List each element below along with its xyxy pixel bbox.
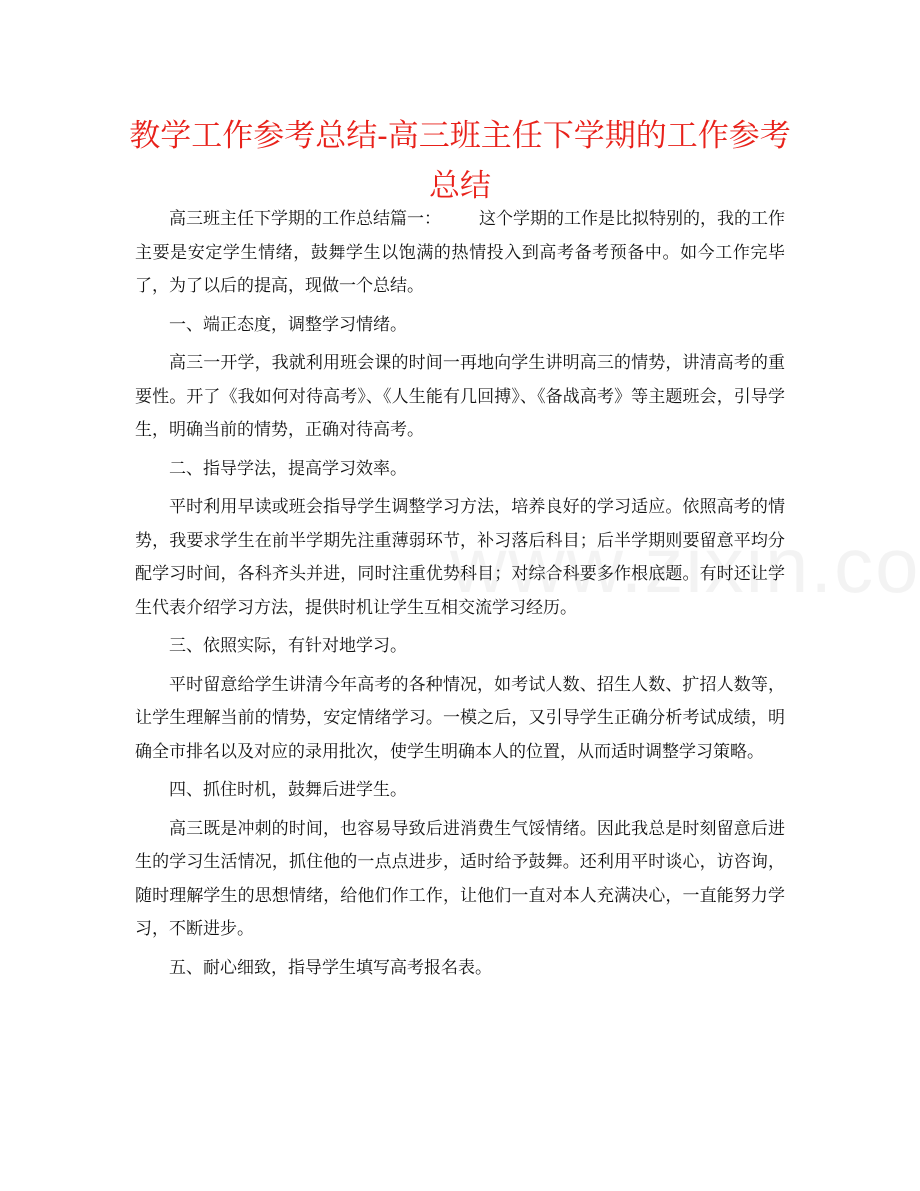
section-heading: 四、抓住时机，鼓舞后进学生。: [169, 780, 407, 800]
section-body: 高三既是冲刺的时间，也容易导致后进消费生气馁情绪。因此我总是时刻留意后进生的学习生活情况，抓住他的一点点进步，适时给予鼓舞。还利用平时谈心，访咨询，随时理解学生的思想情绪，给他们作工作，让他们一直对本人充满决心，一直能努力学习，不断进步。: [135, 818, 785, 939]
section-body: 平时利用早读或班会指导学生调整学习方法，培养良好的学习适应。依照高考的情势，我要求学生在前半学期先注重薄弱环节，补习落后科目；后半学期则要留意平均分配学习时间，各科齐头并进，同时注重优势科目；对综合科要多作根底题。有时还让学生代表介绍学习方法，提供时机让学生互相交流学习经历。: [135, 497, 785, 618]
section-heading: 三、依照实际，有针对地学习。: [169, 636, 407, 656]
section-body: 高三一开学，我就利用班会课的时间一再地向学生讲明高三的情势，讲清高考的重要性。开了《我如何对待高考》、《人生能有几回搏》、《备战高考》等主题班会，引导学生，明确当前的情势，正确对待高考。: [135, 353, 785, 440]
intro-heading: 高三班主任下学期的工作总结篇一：: [169, 209, 441, 229]
section-heading: 一、端正态度，调整学习情绪。: [169, 314, 407, 335]
intro-paragraph: [135, 203, 785, 304]
document-body: [135, 203, 785, 990]
section-body: 平时留意给学生讲清今年高考的各种情况，如考试人数、招生人数、扩招人数等，让学生理解当前的情势，安定情绪学习。一模之后，又引导学生正确分析考试成绩，明确全市排名以及对应的录用批次，使学生明确本人的位置，从而适时调整学习策略。: [135, 674, 785, 762]
section-heading: 五、耐心细致，指导学生填写高考报名表。: [169, 957, 492, 978]
intro-text: 这个学期的工作是比拟特别的，我的工作主要是安定学生情绪，鼓舞学生以饱满的热情投入到高考备考预备中。如今工作完毕了，为了以后的提高，现做一个总结。: [135, 209, 785, 296]
document-title: 教学工作参考总结-高三班主任下学期的工作参考总结: [129, 118, 791, 204]
section-heading: 二、指导学法，提高学习效率。: [169, 458, 407, 479]
